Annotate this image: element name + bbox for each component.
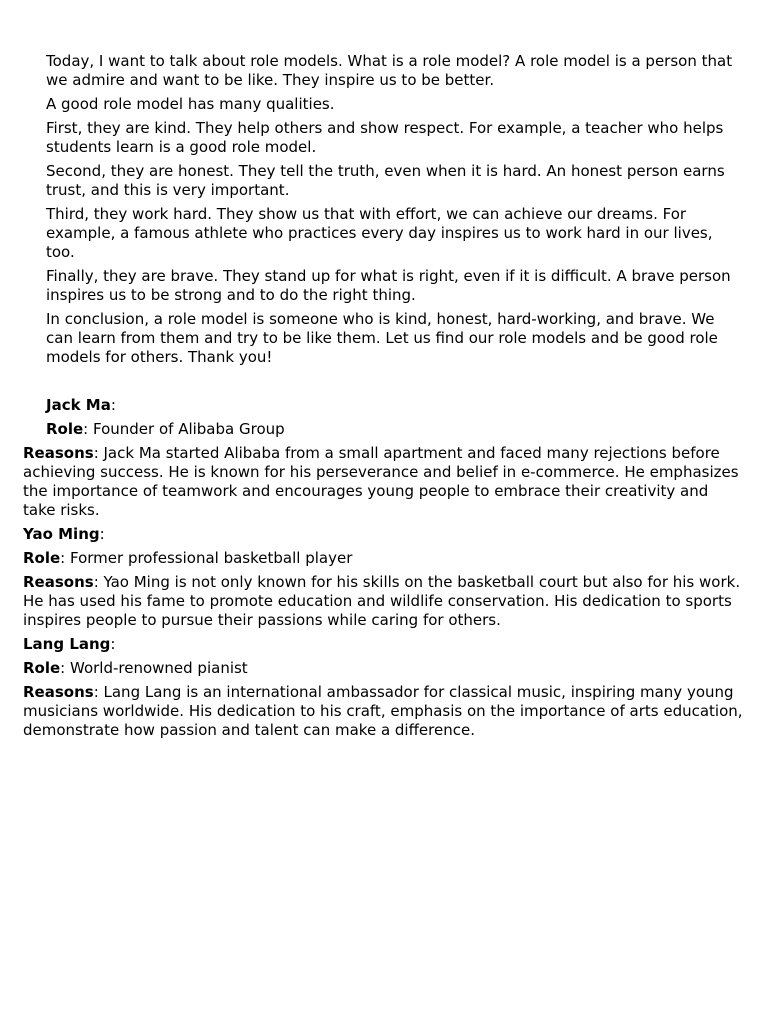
reasons-label: Reasons (23, 444, 94, 462)
speech-paragraph-honest: Second, they are honest. They tell the truth, even when it is hard. An honest person earns trust, and this is very important. (46, 162, 725, 199)
role-value: : World-renowned pianist (60, 659, 248, 677)
speech-paragraph-qualities: A good role model has many qualities. (46, 95, 335, 113)
name-colon: : (110, 635, 116, 653)
model-name: Jack Ma (46, 396, 111, 414)
model-reasons-yao-ming (23, 573, 743, 630)
name-colon: : (110, 396, 116, 414)
speech-paragraph-conclusion: In conclusion, a role model is someone who is kind, honest, hard-working, and brave. We can learn from them and try to be like them. Let us find our role models and be good role models for others. Thank you! (46, 310, 718, 366)
role-label: Role (46, 420, 84, 438)
speech-section (46, 52, 736, 372)
model-name: Lang Lang (23, 635, 111, 653)
speech-paragraph-brave: Finally, they are brave. They stand up for what is right, even if it is difficult. A brave person inspires us to be strong and to do the right thing. (46, 267, 731, 304)
name-colon: : (99, 525, 105, 543)
model-name-yao-ming (23, 525, 743, 544)
reasons-value: : Jack Ma started Alibaba from a small apartment and faced many rejections before achieving success. He is known for his perseverance and belief in e-commerce. He emphasizes the importance of teamwork and encourages young people to embrace their creativity and take risks. (23, 444, 739, 519)
reasons-label: Reasons (23, 573, 94, 591)
model-reasons-lang-lang (23, 683, 743, 740)
model-name-lang-lang (23, 635, 743, 654)
model-role-yao-ming (23, 549, 743, 568)
role-value: : Founder of Alibaba Group (83, 420, 285, 438)
reasons-value: : Lang Lang is an international ambassador for classical music, inspiring many young musicians worldwide. His dedication to his craft, emphasis on the importance of arts education, demonstrate how passion and talent can make a difference. (23, 683, 743, 739)
model-reasons-jack-ma (23, 444, 743, 520)
role-value: : Former professional basketball player (60, 549, 353, 567)
speech-paragraph-kind: First, they are kind. They help others and show respect. For example, a teacher who helps students learn is a good role model. (46, 119, 724, 156)
role-label: Role (23, 549, 61, 567)
reasons-label: Reasons (23, 683, 94, 701)
model-role-lang-lang (23, 659, 743, 678)
model-name: Yao Ming (23, 525, 100, 543)
speech-paragraph-hard-work: Third, they work hard. They show us that with effort, we can achieve our dreams. For example, a famous athlete who practices every day inspires us to work hard in our lives, too. (46, 205, 713, 261)
role-label: Role (23, 659, 61, 677)
model-name-jack-ma (23, 396, 743, 415)
speech-paragraph-intro: Today, I want to talk about role models. What is a role model? A role model is a person that we admire and want to be like. They inspire us to be better. (46, 52, 733, 89)
reasons-value: : Yao Ming is not only known for his skills on the basketball court but also for his work. He has used his fame to promote education and wildlife conservation. His dedication to sports inspires people to pursue their passions while caring for others. (23, 573, 741, 629)
model-role-jack-ma (23, 420, 743, 439)
role-models-section (23, 396, 743, 745)
